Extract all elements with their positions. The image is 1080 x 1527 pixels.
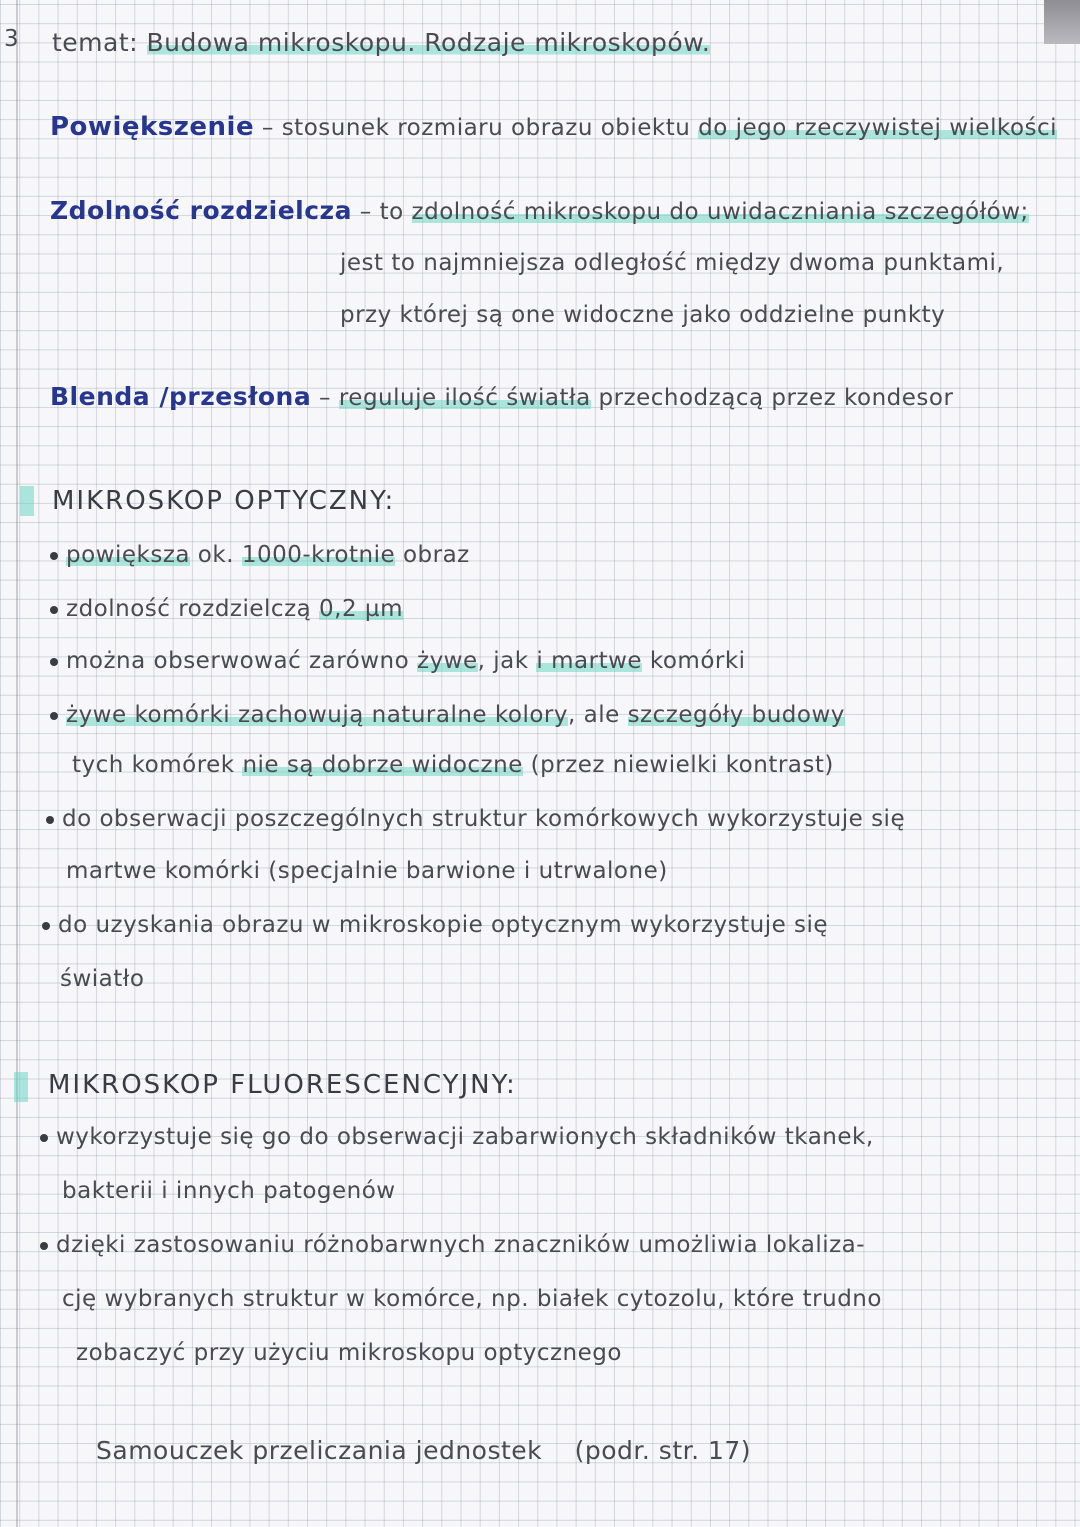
term-magnification: Powiększenie [50, 112, 255, 142]
text: można obserwować zarówno [66, 648, 417, 674]
list-item [46, 806, 905, 832]
highlight: nie są dobrze widoczne [242, 752, 523, 778]
dash: – [311, 385, 339, 411]
text: tych komórek [72, 752, 243, 778]
bullet-icon [50, 712, 58, 720]
dash: – [351, 199, 380, 225]
definition-text: przechodzącą przez kondesor [590, 385, 954, 411]
list-item [50, 702, 845, 728]
list-item-continuation: martwe komórki (specjalnie barwione i utrwalone) [66, 858, 668, 884]
footer-note [96, 1436, 751, 1465]
list-item [40, 1232, 865, 1258]
text: komórki [642, 648, 746, 674]
highlight: i martwe [536, 648, 643, 674]
highlight: żywe komórki zachowują naturalne kolory [66, 702, 568, 728]
list-item-continuation: zobaczyć przy użyciu mikroskopu optycznego [76, 1340, 622, 1366]
list-item [50, 596, 403, 622]
section-marker [14, 1072, 28, 1102]
bullet-icon [40, 1134, 48, 1142]
list-item-continuation: cję wybranych struktur w komórce, np. białek cytozolu, które trudno [62, 1286, 882, 1312]
definition-highlight: do jego rzeczywistej wielkości [698, 115, 1058, 141]
text: dzięki zastosowaniu różnobarwnych znaczników umożliwia lokaliza- [56, 1232, 866, 1258]
text: obraz [395, 542, 470, 568]
list-item [42, 912, 828, 938]
heading-fluorescence-microscope: MIKROSKOP FLUORESCENCYJNY: [48, 1070, 517, 1100]
bullet-icon [46, 816, 54, 824]
highlight: 1000-krotnie [241, 542, 396, 568]
page-corner-shadow [1044, 0, 1080, 44]
list-item-continuation: bakterii i innych patogenów [62, 1178, 396, 1204]
title-text: Budowa mikroskopu. Rodzaje mikroskopów. [146, 28, 711, 57]
definition-text: stosunek rozmiaru obrazu obiektu [281, 115, 699, 141]
definition-resolution [50, 196, 1029, 225]
bullet-icon [50, 606, 58, 614]
list-item [40, 1124, 874, 1150]
list-item [50, 542, 470, 568]
definition-aperture [50, 382, 953, 411]
term-aperture: Blenda /przesłona [50, 382, 312, 411]
dash: – [254, 115, 282, 141]
text: wykorzystuje się go do obserwacji zabarwionych składników tkanek, [56, 1124, 874, 1150]
highlight: powiększa [66, 542, 190, 568]
list-item [50, 648, 746, 674]
footer-reference: (podr. str. 17) [574, 1436, 752, 1465]
list-item-continuation [72, 752, 834, 778]
page-title [52, 28, 710, 57]
definition-resolution-line2: jest to najmniejsza odległość między dwoma punktami, [340, 250, 1005, 276]
page-number-text: 3 [4, 26, 20, 52]
text: do obserwacji poszczególnych struktur komórkowych wykorzystuje się [62, 806, 906, 832]
text: , jak [477, 648, 537, 674]
text: do uzyskania obrazu w mikroskopie optycznym wykorzystuje się [58, 912, 829, 938]
notebook-margin-line [16, 0, 18, 1527]
bullet-icon [50, 552, 58, 560]
highlight: 0,2 µm [319, 596, 403, 622]
bullet-icon [42, 922, 50, 930]
heading-optical-microscope: MIKROSKOP OPTYCZNY: [52, 486, 396, 516]
footer-text: Samouczek przeliczania jednostek [96, 1436, 543, 1465]
title-prefix: temat: [52, 28, 147, 57]
page-number [4, 26, 19, 52]
text: ok. [190, 542, 242, 568]
section-marker [20, 486, 34, 516]
text: zdolność rozdzielczą [66, 596, 320, 622]
definition-magnification [50, 112, 1057, 142]
text: , ale [567, 702, 628, 728]
definition-highlight: zdolność mikroskopu do uwidaczniania szczegółów; [411, 199, 1029, 225]
highlight: żywe [417, 648, 478, 674]
highlight: szczegóły budowy [627, 702, 845, 728]
definition-highlight: reguluje ilość światła [338, 385, 591, 411]
bullet-icon [50, 658, 58, 666]
text: (przez niewielki kontrast) [522, 752, 834, 778]
list-item-continuation: światło [60, 966, 145, 992]
definition-text: to [379, 199, 412, 225]
bullet-icon [40, 1242, 48, 1250]
definition-resolution-line3: przy której są one widoczne jako oddzielne punkty [340, 302, 946, 328]
term-resolution: Zdolność rozdzielcza [50, 196, 352, 225]
